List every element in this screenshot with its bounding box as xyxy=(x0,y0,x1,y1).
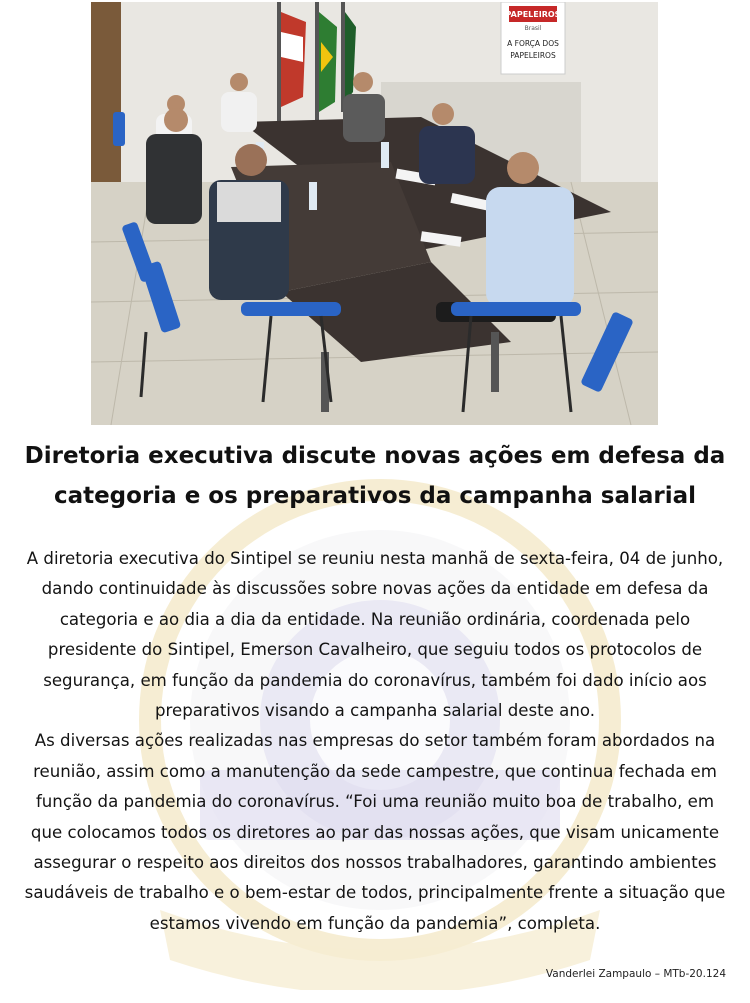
author-credit: Vanderlei Zampaulo – MTb-20.124 xyxy=(545,968,726,980)
headline-line-1: Diretoria executiva discute novas ações em defesa da xyxy=(24,443,726,469)
headline-line-2: categoria e os preparativos da campanha salarial xyxy=(53,483,697,509)
meeting-photo xyxy=(91,2,658,425)
article-paragraph-2: As diversas ações realizadas nas empresas do setor também foram abordados na reunião, assim como a manutenção da sede campestre, que continua fechada em função da pandemia do coronavírus. “Foi uma reunião muito boa de trabalho, em que colocamos todos os diretores ao par das nossas ações, que visam unicamente assegurar o respeito aos direitos dos nossos trabalhadores, garantindo ambientes saudáveis de trabalho e o bem-estar de todos, principalmente frente a situação que estamos vivendo em função da pandemia”, completa. xyxy=(24,731,726,933)
banner-subtext: Brasil xyxy=(524,25,542,32)
banner-brand-text: PAPELEIROS xyxy=(505,10,561,19)
article-headline xyxy=(20,436,730,516)
sign-line-1: A FORÇA DOS xyxy=(507,39,559,48)
article-body xyxy=(22,544,728,939)
sign-line-2: PAPELEIROS xyxy=(510,51,556,60)
article-paragraph-1: A diretoria executiva do Sintipel se reuniu nesta manhã de sexta-feira, 04 de junho, dando continuidade às discussões sobre novas ações da entidade em defesa da categoria e ao dia a dia da entidade. Na reunião ordinária, coordenada pelo presidente do Sintipel, Emerson Cavalheiro, que seguiu todos os protocolos de segurança, em função da pandemia do coronavírus, também foi dado início aos preparativos visando a campanha salarial deste ano. xyxy=(26,549,724,721)
